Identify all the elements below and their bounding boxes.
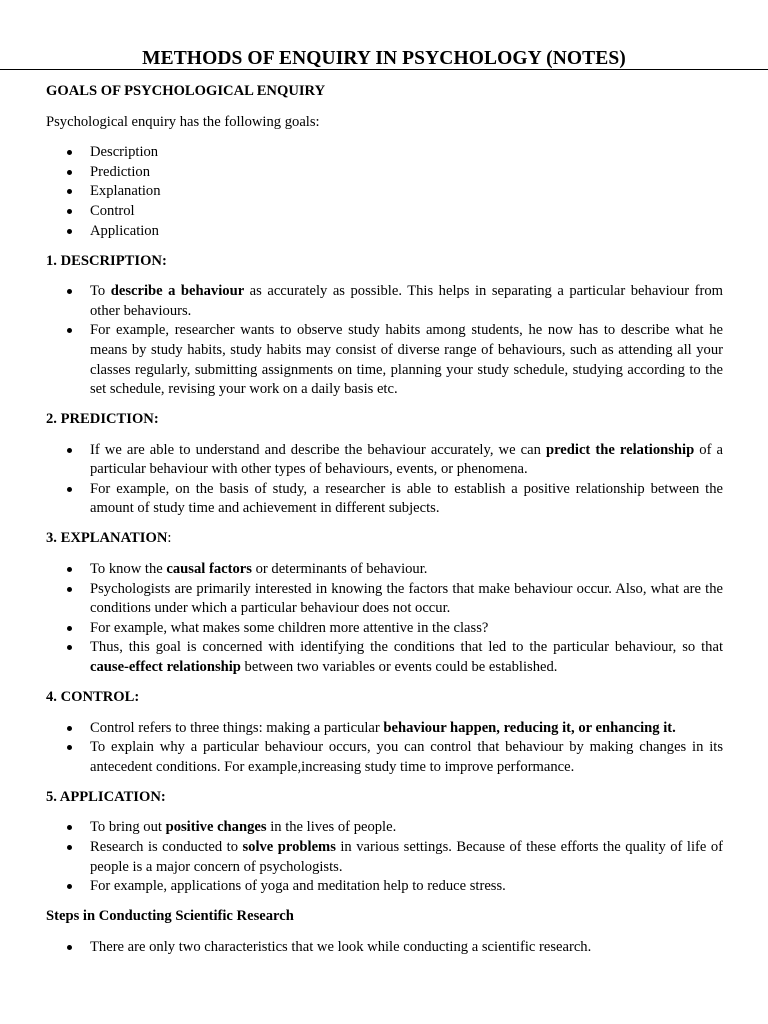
goals-heading: GOALS OF PSYCHOLOGICAL ENQUIRY (46, 83, 326, 99)
prediction-point-2: For example, on the basis of study, a researcher is able to establish a positive relationship between the amount of study time and achievement in different subjects. (46, 480, 723, 519)
explanation-point-3: For example, what makes some children more attentive in the class? (46, 619, 723, 639)
goals-item: Control (46, 202, 723, 222)
description-point-1: To describe a behaviour as accurately as possible. This helps in separating a particular behaviour from other behaviours. (46, 282, 723, 321)
steps-point-1: There are only two characteristics that we look while conducting a scientific research. (46, 938, 723, 958)
explanation-list (46, 560, 723, 678)
explanation-point-4: Thus, this goal is concerned with identifying the conditions that led to the particular behaviour, so that cause-effect relationship between two variables or events could be established. (46, 638, 723, 677)
steps-heading: Steps in Conducting Scientific Research (46, 908, 294, 925)
explanation-heading: 3. EXPLANATION: (46, 530, 172, 547)
explanation-point-1: To know the causal factors or determinants of behaviour. (46, 560, 723, 580)
prediction-point-1: If we are able to understand and describe the behaviour accurately, we can predict the relationship of a particular behaviour with other types of behaviours, events, or phenomena. (46, 441, 723, 480)
goals-item: Prediction (46, 163, 723, 183)
description-heading: 1. DESCRIPTION: (46, 252, 167, 269)
steps-list (46, 938, 723, 958)
control-point-2: To explain why a particular behaviour occurs, you can control that behaviour by making changes in its antecedent conditions. For example,increasing study time to improve performance. (46, 738, 723, 777)
prediction-heading: 2. PREDICTION: (46, 411, 159, 428)
goals-list (46, 143, 723, 241)
description-point-2: For example, researcher wants to observe study habits among students, he now has to describe what he means by study habits, study habits may consist of diverse range of behaviours, such as attending all your classes regularly, submitting assignments on time, planning your study schedule, studying according to the set schedule, revising your work on a daily basis etc. (46, 321, 723, 399)
page-title: METHODS OF ENQUIRY IN PSYCHOLOGY (NOTES) (142, 48, 626, 69)
description-list (46, 282, 723, 400)
application-point-1: To bring out positive changes in the lives of people. (46, 818, 723, 838)
title-rule (0, 69, 768, 70)
goals-item: Explanation (46, 182, 723, 202)
explanation-point-2: Psychologists are primarily interested in knowing the factors that make behaviour occur. Also, what are the conditions under which a particular behaviour does not occur. (46, 580, 723, 619)
goals-item: Application (46, 222, 723, 242)
control-point-1: Control refers to three things: making a particular behaviour happen, reducing it, or enhancing it. (46, 719, 723, 739)
application-point-3: For example, applications of yoga and meditation help to reduce stress. (46, 877, 723, 897)
application-list (46, 818, 723, 896)
goals-intro: Psychological enquiry has the following goals: (46, 113, 320, 130)
prediction-list (46, 441, 723, 519)
goals-item: Description (46, 143, 723, 163)
application-point-2: Research is conducted to solve problems in various settings. Because of these efforts the quality of life of people is a major concern of psychologists. (46, 838, 723, 877)
application-heading: 5. APPLICATION: (46, 788, 166, 805)
control-list (46, 719, 723, 778)
document-body (46, 82, 723, 957)
control-heading: 4. CONTROL: (46, 689, 140, 705)
